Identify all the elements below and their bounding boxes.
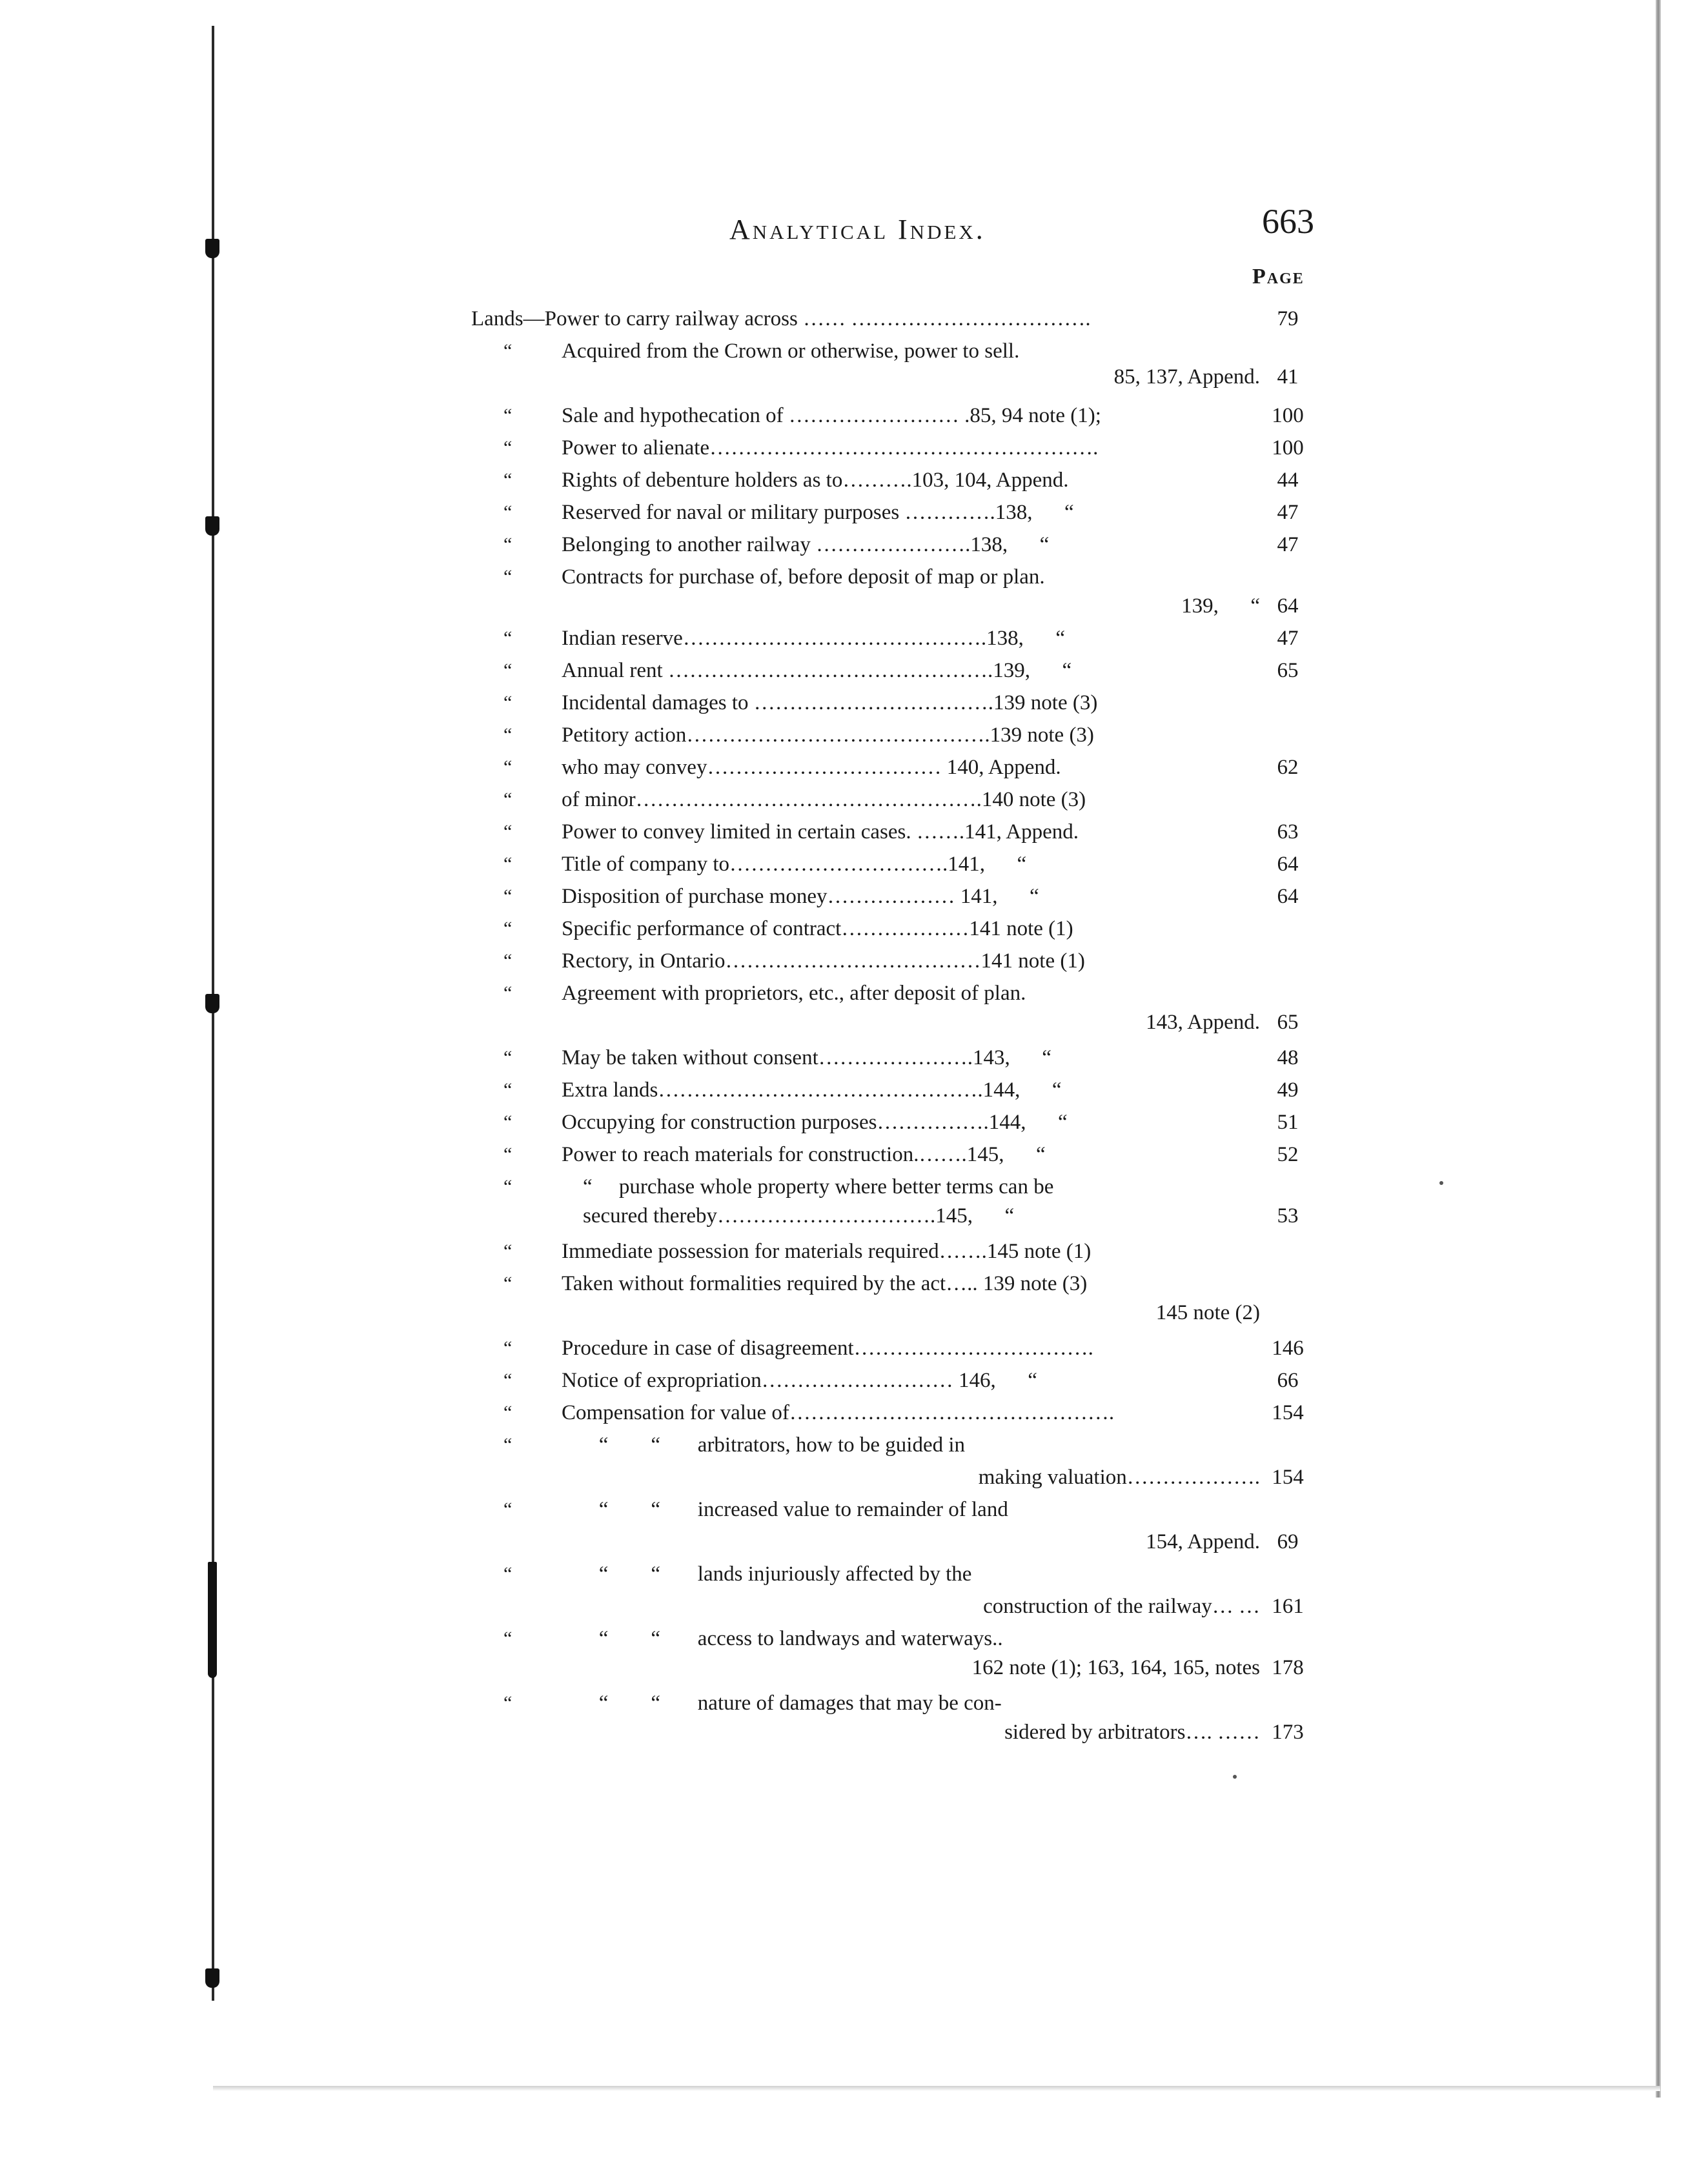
ditto-mark: “ [503, 1079, 513, 1100]
index-entry [0, 432, 1686, 463]
index-entry [0, 655, 1686, 686]
entry-page-number: 51 [1277, 1111, 1299, 1134]
entry-reference: 85, 137, Append. [1113, 365, 1260, 389]
index-entry [0, 1430, 1686, 1461]
index-entry [0, 849, 1686, 880]
index-entry [0, 1171, 1686, 1202]
paper-speck [1233, 1775, 1237, 1779]
entry-page-number: 100 [1272, 436, 1304, 460]
entry-text: Notice of expropriation……………………… 146, “ [562, 1369, 1037, 1392]
entry-reference: construction of the railway… … [983, 1595, 1260, 1618]
entry-text: Power to reach materials for construction.…….145, “ [562, 1143, 1046, 1166]
index-entry [0, 720, 1686, 751]
ditto-mark: “ [503, 1176, 513, 1197]
entry-reference: making valuation………………. [978, 1466, 1260, 1489]
index-entry [0, 1107, 1686, 1138]
entry-page-number: 100 [1272, 404, 1304, 427]
ditto-mark: “ [503, 821, 513, 842]
ditto-mark: “ [503, 501, 513, 523]
entry-page-number: 47 [1277, 533, 1299, 556]
index-entry [0, 1268, 1686, 1299]
ditto-mark: “ [503, 1144, 513, 1165]
entry-text: Occupying for construction purposes…………….144, “ [562, 1111, 1068, 1134]
ditto-mark: “ [503, 982, 513, 1004]
index-entry [0, 945, 1686, 976]
entry-page-number: 178 [1272, 1656, 1304, 1679]
index-entry [0, 881, 1686, 912]
entry-text: Acquired from the Crown or otherwise, power to sell. [562, 339, 1020, 363]
entry-page-number: 173 [1272, 1721, 1304, 1744]
ditto-mark: “ [503, 950, 513, 971]
entry-page-number: 65 [1277, 659, 1299, 682]
index-entry [0, 1333, 1686, 1364]
index-entry [0, 816, 1686, 847]
entry-text: Extra lands……………………………………….144, “ [562, 1078, 1062, 1102]
ditto-mark: “ [503, 1628, 513, 1649]
index-entry [0, 400, 1686, 431]
entry-reference: sidered by arbitrators…. …… [1004, 1721, 1260, 1744]
entry-text: “ “ increased value to remainder of land [562, 1498, 1008, 1521]
ditto-mark: “ [503, 405, 513, 426]
entry-reference: 154, Append. [1146, 1530, 1260, 1553]
entry-text: Reserved for naval or military purposes ………….138, “ [562, 501, 1074, 524]
entry-text: Incidental damages to …………………………….139 note (3) [562, 691, 1098, 714]
ditto-mark: “ [503, 853, 513, 875]
index-entry [0, 978, 1686, 1009]
entry-text: Lands—Power to carry railway across …… ……………………………. [471, 307, 1091, 330]
entry-text: “ “ arbitrators, how to be guided in [562, 1433, 966, 1457]
entry-page-number: 154 [1272, 1401, 1304, 1424]
entry-text: secured thereby………………………….145, “ [562, 1204, 1015, 1228]
index-entry [0, 1559, 1686, 1590]
entry-page-number: 64 [1277, 594, 1299, 618]
index-entry [0, 784, 1686, 815]
ditto-mark: “ [503, 692, 513, 713]
index-entry [0, 913, 1686, 944]
entry-page-number: 53 [1277, 1204, 1299, 1228]
entry-page-number: 47 [1277, 501, 1299, 524]
page-column-heading: Page [1252, 265, 1305, 288]
ditto-mark: “ [503, 627, 513, 649]
index-entry [0, 561, 1686, 592]
running-head: Analytical Index. [729, 214, 986, 245]
entry-text: Power to convey limited in certain cases. …….141, Append. [562, 820, 1079, 844]
index-entry [0, 465, 1686, 496]
entry-page-number: 69 [1277, 1530, 1299, 1553]
entry-page-number: 47 [1277, 627, 1299, 650]
entry-page-number: 66 [1277, 1369, 1299, 1392]
ditto-mark: “ [503, 1273, 513, 1294]
index-entry [0, 361, 1686, 392]
entry-text: Compensation for value of………………………………………. [562, 1401, 1115, 1424]
ditto-mark: “ [503, 1337, 513, 1359]
entry-text: Immediate possession for materials required…….145 note (1) [562, 1240, 1092, 1263]
entry-text: Petitory action…………………………………….139 note (3) [562, 723, 1094, 747]
index-entry [0, 1717, 1686, 1748]
index-entry [0, 497, 1686, 528]
entry-page-number: 161 [1272, 1595, 1304, 1618]
ditto-mark: “ [503, 756, 513, 778]
entry-page-number: 52 [1277, 1143, 1299, 1166]
index-entry [0, 1200, 1686, 1231]
entry-page-number: 65 [1277, 1011, 1299, 1034]
entry-text: “ purchase whole property where better terms can be [562, 1175, 1054, 1198]
entry-text: Rights of debenture holders as to……….103, 104, Append. [562, 469, 1069, 492]
ditto-mark: “ [503, 660, 513, 681]
index-entry [0, 303, 1686, 334]
entry-text: Title of company to………………………….141, “ [562, 853, 1027, 876]
ditto-mark: “ [503, 1563, 513, 1584]
entry-page-number: 62 [1277, 756, 1299, 779]
ditto-mark: “ [503, 724, 513, 745]
index-entry [0, 1042, 1686, 1073]
ditto-mark: “ [503, 789, 513, 810]
entry-page-number: 44 [1277, 469, 1299, 492]
entry-text: Rectory, in Ontario………………………………141 note (1) [562, 949, 1085, 973]
ditto-mark: “ [503, 918, 513, 939]
entry-text: Agreement with proprietors, etc., after deposit of plan. [562, 982, 1026, 1005]
entry-text: May be taken without consent………………….143, “ [562, 1046, 1051, 1069]
index-entry [0, 623, 1686, 654]
ditto-mark: “ [503, 566, 513, 587]
entry-reference: 143, Append. [1146, 1011, 1260, 1034]
entry-text: Annual rent ……………………………………….139, “ [562, 659, 1072, 682]
entry-text: Taken without formalities required by the act….. 139 note (3) [562, 1272, 1088, 1295]
entry-page-number: 154 [1272, 1466, 1304, 1489]
index-entry [0, 1075, 1686, 1106]
index-entry [0, 591, 1686, 622]
entry-page-number: 63 [1277, 820, 1299, 844]
entry-text: Indian reserve…………………………………….138, “ [562, 627, 1065, 650]
entry-reference: 145 note (2) [1155, 1301, 1260, 1324]
index-entry [0, 1462, 1686, 1493]
entry-text: Belonging to another railway ………………….138, “ [562, 533, 1050, 556]
entry-text: “ “ nature of damages that may be con- [562, 1692, 1002, 1715]
ditto-mark: “ [503, 1434, 513, 1455]
index-entry [0, 1688, 1686, 1719]
ditto-mark: “ [503, 1111, 513, 1133]
ditto-mark: “ [503, 1692, 513, 1714]
index-entry [0, 752, 1686, 783]
entry-text: who may convey…………………………… 140, Append. [562, 756, 1061, 779]
page-number: 663 [1262, 202, 1314, 241]
ditto-mark: “ [503, 1499, 513, 1520]
entry-page-number: 49 [1277, 1078, 1299, 1102]
index-entry [0, 1623, 1686, 1654]
paper-speck [1439, 1181, 1443, 1185]
index-entry [0, 687, 1686, 718]
ditto-mark: “ [503, 534, 513, 555]
index-entry [0, 1494, 1686, 1525]
entry-text: Contracts for purchase of, before deposit of map or plan. [562, 565, 1045, 589]
ditto-mark: “ [503, 340, 513, 361]
ditto-mark: “ [503, 885, 513, 907]
index-entry [0, 1297, 1686, 1328]
entry-text: of minor………………………………………….140 note (3) [562, 788, 1086, 811]
entry-page-number: 48 [1277, 1046, 1299, 1069]
index-entry [0, 1139, 1686, 1170]
entry-page-number: 64 [1277, 885, 1299, 908]
index-entry [0, 1007, 1686, 1038]
ditto-mark: “ [503, 1240, 513, 1262]
entry-page-number: 79 [1277, 307, 1299, 330]
entry-text: Disposition of purchase money……………… 141, “ [562, 885, 1039, 908]
entry-text: Procedure in case of disagreement……………………………. [562, 1337, 1093, 1360]
ditto-mark: “ [503, 1402, 513, 1423]
index-entry [0, 1397, 1686, 1428]
ditto-mark: “ [503, 469, 513, 490]
index-entry [0, 1652, 1686, 1683]
entry-reference: 139, “ [1181, 594, 1260, 618]
index-entry [0, 1365, 1686, 1396]
entry-page-number: 41 [1277, 365, 1299, 389]
entry-page-number: 146 [1272, 1337, 1304, 1360]
index-entry [0, 1526, 1686, 1557]
index-entry [0, 1591, 1686, 1622]
ditto-mark: “ [503, 1370, 513, 1391]
index-entry [0, 1236, 1686, 1267]
entry-reference: 162 note (1); 163, 164, 165, notes [971, 1656, 1260, 1679]
entry-page-number: 64 [1277, 853, 1299, 876]
index-entry [0, 529, 1686, 560]
ditto-mark: “ [503, 1047, 513, 1068]
entry-text: “ “ access to landways and waterways.. [562, 1627, 1003, 1650]
entry-text: Power to alienate………………………………………………. [562, 436, 1099, 460]
ditto-mark: “ [503, 437, 513, 458]
entry-text: “ “ lands injuriously affected by the [562, 1562, 972, 1586]
entry-text: Sale and hypothecation of …………………… .85, 94 note (1); [562, 404, 1101, 427]
entry-text: Specific performance of contract………………141 note (1) [562, 917, 1073, 940]
